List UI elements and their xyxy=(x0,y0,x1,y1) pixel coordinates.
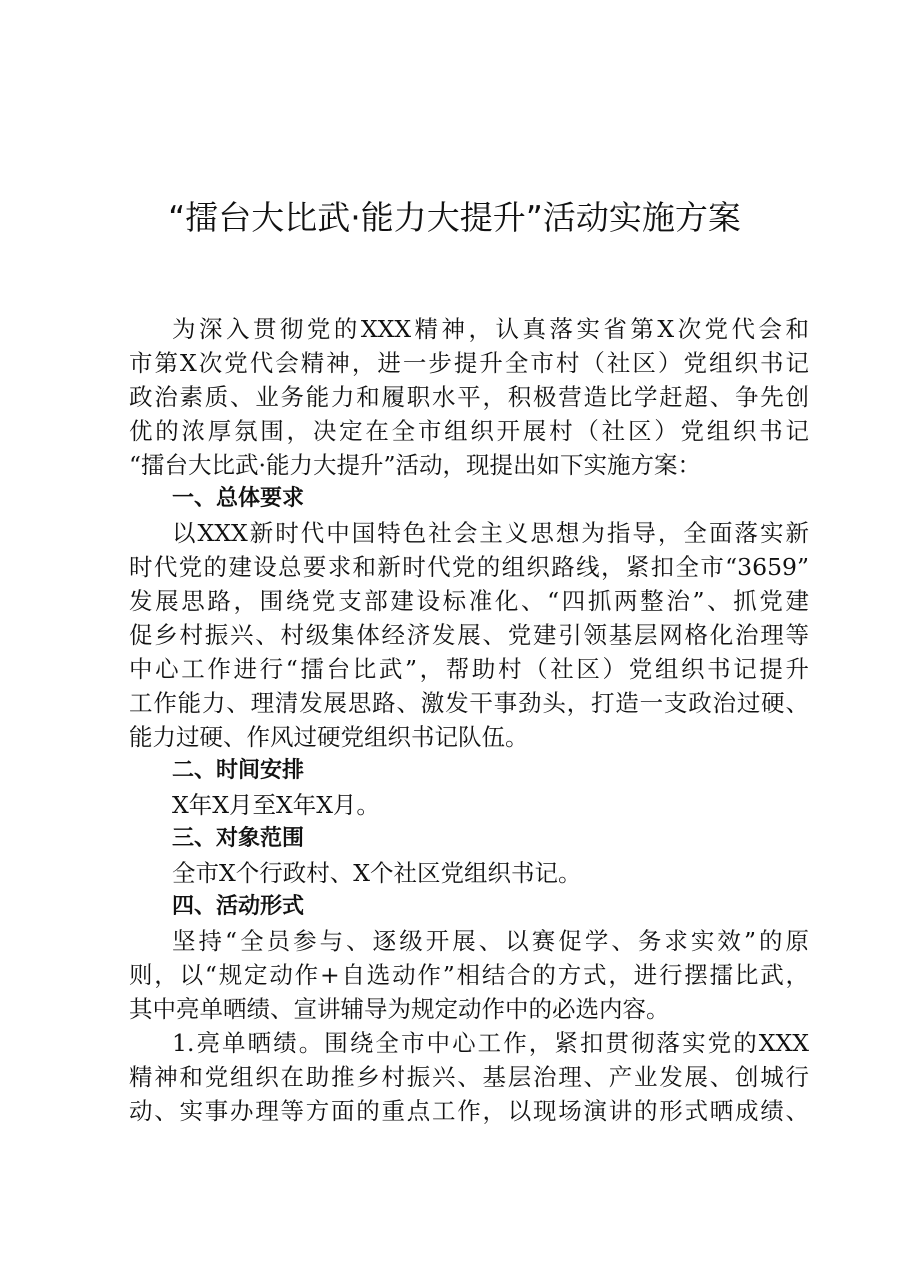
paragraph-line: X年X月至X年X月。 xyxy=(172,791,380,819)
paragraph-line: 动、实事办理等方面的重点工作，以现场演讲的形式晒成绩、 xyxy=(129,1097,809,1125)
paragraph-line: 中心工作进行“擂台比武”，帮助村（社区）党组织书记提升 xyxy=(129,655,809,683)
paragraph-line: 市第X次党代会精神，进一步提升全市村（社区）党组织书记 xyxy=(129,349,809,377)
document-title: “擂台大比武·能力大提升”活动实施方案 xyxy=(168,198,741,237)
paragraph-line: 优的浓厚氛围，决定在全市组织开展村（社区）党组织书记 xyxy=(129,417,809,445)
section-heading: 三、对象范围 xyxy=(172,826,305,851)
paragraph-line: 其中亮单晒绩、宣讲辅导为规定动作中的必选内容。 xyxy=(129,995,670,1023)
paragraph-line: 工作能力、理清发展思路、激发干事劲头，打造一支政治过硬、 xyxy=(129,689,809,717)
paragraph-line: 能力过硬、作风过硬党组织书记队伍。 xyxy=(129,723,529,751)
paragraph-line: 精神和党组织在助推乡村振兴、基层治理、产业发展、创城行 xyxy=(129,1063,809,1091)
paragraph-line: 全市X个行政村、X个社区党组织书记。 xyxy=(172,859,582,887)
paragraph-line: 为深入贯彻党的XXX精神，认真落实省第X次党代会和 xyxy=(172,315,809,343)
section-heading: 四、活动形式 xyxy=(172,894,305,919)
section-paragraph xyxy=(129,516,809,754)
section-heading: 二、时间安排 xyxy=(172,758,305,783)
paragraph-line: 发展思路，围绕党支部建设标准化、“四抓两整治”、抓党建 xyxy=(129,587,809,615)
intro-paragraph xyxy=(129,312,809,482)
paragraph-line: 1.亮单晒绩。围绕全市中心工作，紧扣贯彻落实党的XXX xyxy=(172,1029,809,1057)
paragraph-line: 以XXX新时代中国特色社会主义思想为指导，全面落实新 xyxy=(172,519,809,547)
paragraph-line: 政治素质、业务能力和履职水平，积极营造比学赶超、争先创 xyxy=(129,383,809,411)
section-heading: 一、总体要求 xyxy=(172,486,305,511)
paragraph-line: 时代党的建设总要求和新时代党的组织路线，紧扣全市“3659” xyxy=(129,553,809,581)
paragraph-line: “擂台大比武·能力大提升”活动，现提出如下实施方案： xyxy=(129,451,701,479)
paragraph-line: 坚持“全员参与、逐级开展、以赛促学、务求实效”的原 xyxy=(172,927,809,955)
paragraph-line: 促乡村振兴、村级集体经济发展、党建引领基层网格化治理等 xyxy=(129,621,809,649)
item-paragraph xyxy=(129,1026,809,1128)
section-paragraph xyxy=(129,924,809,1026)
document-body xyxy=(129,312,809,1128)
paragraph-line: 则，以“规定动作+自选动作”相结合的方式，进行摆擂比武， xyxy=(129,961,809,989)
